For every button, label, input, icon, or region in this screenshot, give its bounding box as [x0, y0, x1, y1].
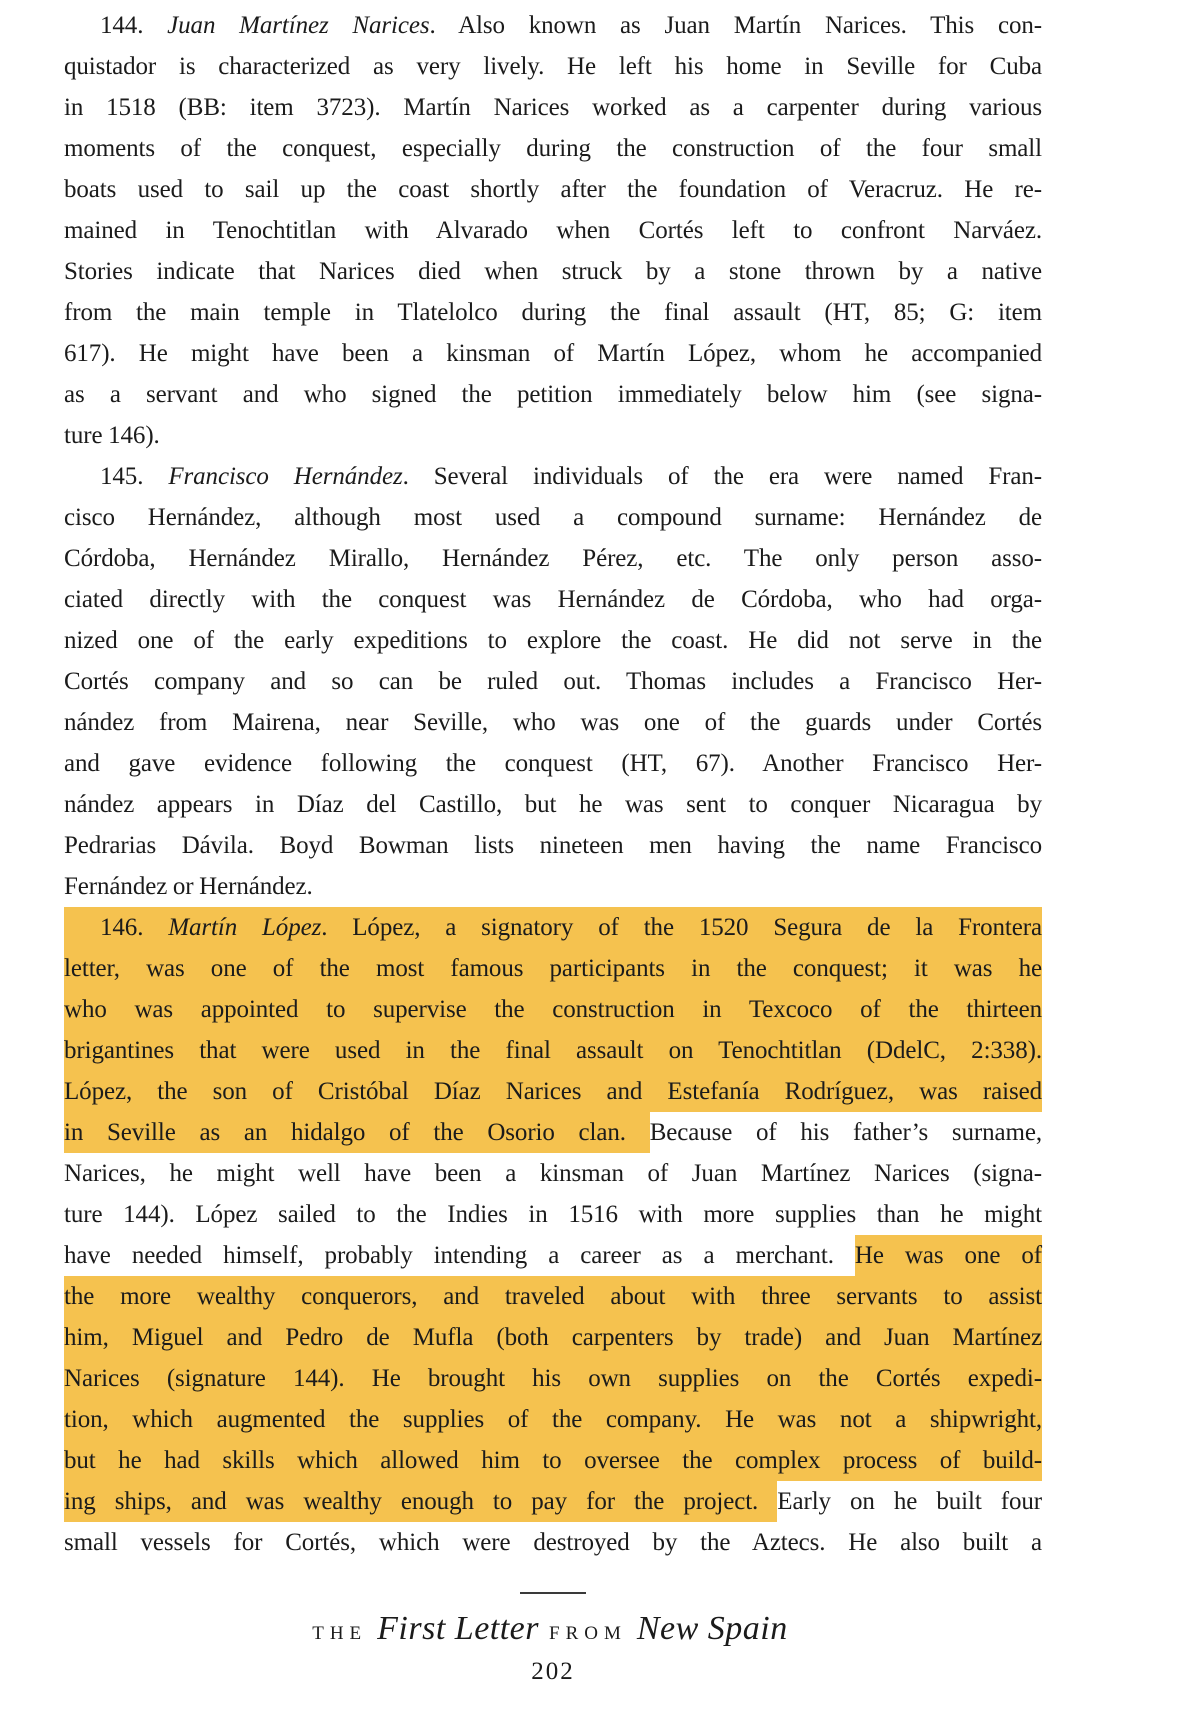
text-line: [64, 784, 1042, 825]
body-text: . López, a signatory of the 1520 Segura de la Frontera: [321, 914, 1042, 941]
text-line: [64, 251, 1042, 292]
body-text: ciated directly with the conquest was Hernández de Córdoba, who had orga-: [64, 586, 1042, 613]
body-text: mained in Tenochtitlan with Alvarado when Cortés left to confront Narváez.: [64, 217, 1042, 244]
text-line: [64, 415, 1042, 456]
paragraph-145: [64, 456, 1042, 907]
highlighted-text-line: [64, 989, 1042, 1030]
text-line: [64, 292, 1042, 333]
body-text: ture 146).: [64, 422, 160, 449]
paragraph-144: [64, 5, 1042, 456]
running-title-the: THE: [312, 1623, 368, 1644]
body-text: and gave evidence following the conquest (HT, 67). Another Francisco Her-: [64, 750, 1042, 777]
body-text: 144.: [100, 12, 168, 39]
body-text: boats used to sail up the coast shortly after the foundation of Veracruz. He re-: [64, 176, 1042, 203]
body-text: in 1518 (BB: item 3723). Martín Narices worked as a carpenter during various: [64, 94, 1042, 121]
text-line: [64, 661, 1042, 702]
running-title-from: FROM: [549, 1623, 627, 1644]
body-text: quistador is characterized as very lively. He left his home in Seville for Cuba: [64, 53, 1042, 80]
text-line: [64, 456, 1042, 497]
footer-rule: [520, 1592, 586, 1594]
body-text: . Also known as Juan Martín Narices. This con-: [429, 12, 1042, 39]
text-line: [64, 702, 1042, 743]
entry-name-italic: Martín López: [168, 914, 322, 941]
text-block: [64, 5, 1042, 1563]
body-text: Fernández or Hernández.: [64, 873, 313, 900]
body-text: Cortés company and so can be ruled out. Thomas includes a Francisco Her-: [64, 668, 1042, 695]
body-text: ture 144). López sailed to the Indies in 1516 with more supplies than he might: [64, 1201, 1042, 1228]
highlighted-text-line: [64, 1399, 1042, 1440]
body-text: Stories indicate that Narices died when struck by a stone thrown by a native: [64, 258, 1042, 285]
highlighted-text-line: [64, 1071, 1042, 1112]
body-text: from the main temple in Tlatelolco during the final assault (HT, 85; G: item: [64, 299, 1042, 326]
body-text: small vessels for Cortés, which were destroyed by the Aztecs. He also built a: [64, 1529, 1042, 1556]
paragraph-146: [64, 907, 1042, 1563]
text-line: [64, 579, 1042, 620]
body-text: but he had skills which allowed him to oversee the complex process of build-: [64, 1447, 1042, 1474]
text-line: [64, 1194, 1042, 1235]
text-line: [64, 743, 1042, 784]
body-text: as a servant and who signed the petition immediately below him (see signa-: [64, 381, 1042, 408]
text-line: [64, 1522, 1042, 1563]
page-footer: [64, 1592, 1042, 1686]
text-line: [64, 538, 1042, 579]
text-line: [64, 46, 1042, 87]
body-text: him, Miguel and Pedro de Mufla (both carpenters by trade) and Juan Martínez: [64, 1324, 1042, 1351]
text-line: [64, 1481, 1042, 1522]
text-line: [64, 1235, 1042, 1276]
body-text: letter, was one of the most famous participants in the conquest; it was he: [64, 955, 1042, 982]
body-text: Córdoba, Hernández Mirallo, Hernández Pérez, etc. The only person asso-: [64, 545, 1042, 572]
entry-name-italic: Juan Martínez Narices: [167, 12, 430, 39]
text-line: [64, 87, 1042, 128]
body-text: . Several individuals of the era were named Fran-: [402, 463, 1042, 490]
highlighted-text-line: [64, 1030, 1042, 1071]
body-text: Narices (signature 144). He brought his own supplies on the Cortés expedi-: [64, 1365, 1042, 1392]
body-text: 146.: [100, 914, 169, 941]
text-line: [64, 374, 1042, 415]
body-text: 145.: [100, 463, 169, 490]
highlighted-text: He was one of: [855, 1235, 1042, 1276]
highlighted-text-line: [64, 1440, 1042, 1481]
body-text: tion, which augmented the supplies of the company. He was not a shipwright,: [64, 1406, 1042, 1433]
body-text: López, the son of Cristóbal Díaz Narices and Estefanía Rodríguez, was raised: [64, 1078, 1042, 1105]
highlighted-text-line: [64, 907, 1042, 948]
body-text: have needed himself, probably intending a career as a merchant.: [64, 1242, 855, 1269]
highlighted-text-line: [64, 948, 1042, 989]
text-line: [64, 620, 1042, 661]
body-text: nized one of the early expeditions to explore the coast. He did not serve in the: [64, 627, 1042, 654]
text-line: [64, 825, 1042, 866]
text-line: [64, 1153, 1042, 1194]
body-text: Pedrarias Dávila. Boyd Bowman lists nineteen men having the name Francisco: [64, 832, 1042, 859]
body-text: the more wealthy conquerors, and traveled about with three servants to assist: [64, 1283, 1042, 1310]
highlighted-text: in Seville as an hidalgo of the Osorio clan.: [64, 1112, 650, 1153]
body-text: cisco Hernández, although most used a compound surname: Hernández de: [64, 504, 1042, 531]
running-title-first-letter: First Letter: [377, 1610, 539, 1647]
highlighted-text-line: [64, 1276, 1042, 1317]
text-line: [64, 333, 1042, 374]
highlighted-text-line: [64, 1358, 1042, 1399]
text-line: [64, 5, 1042, 46]
highlighted-text-line: [64, 1317, 1042, 1358]
text-line: [64, 866, 1042, 907]
body-text: Early on he built four: [777, 1488, 1043, 1515]
body-text: Because of his father’s surname,: [649, 1119, 1042, 1146]
page-number: 202: [531, 1658, 575, 1685]
text-line: [64, 497, 1042, 538]
body-text: brigantines that were used in the final assault on Tenochtitlan (DdelC, 2:338).: [64, 1037, 1042, 1064]
text-line: [64, 1112, 1042, 1153]
body-text: 617). He might have been a kinsman of Martín López, whom he accompanied: [64, 340, 1042, 367]
entry-name-italic: Francisco Hernández: [168, 463, 403, 490]
running-title: [64, 1610, 1042, 1648]
text-line: [64, 169, 1042, 210]
body-text: who was appointed to supervise the construction in Texcoco of the thirteen: [64, 996, 1042, 1023]
highlighted-text: ing ships, and was wealthy enough to pay for the project.: [64, 1481, 777, 1522]
running-title-new-spain: New Spain: [636, 1610, 788, 1647]
body-text: nández from Mairena, near Seville, who was one of the guards under Cortés: [64, 709, 1042, 736]
body-text: nández appears in Díaz del Castillo, but he was sent to conquer Nicaragua by: [64, 791, 1042, 818]
text-line: [64, 210, 1042, 251]
text-line: [64, 128, 1042, 169]
body-text: Narices, he might well have been a kinsman of Juan Martínez Narices (signa-: [64, 1160, 1042, 1187]
body-text: moments of the conquest, especially during the construction of the four small: [64, 135, 1042, 162]
